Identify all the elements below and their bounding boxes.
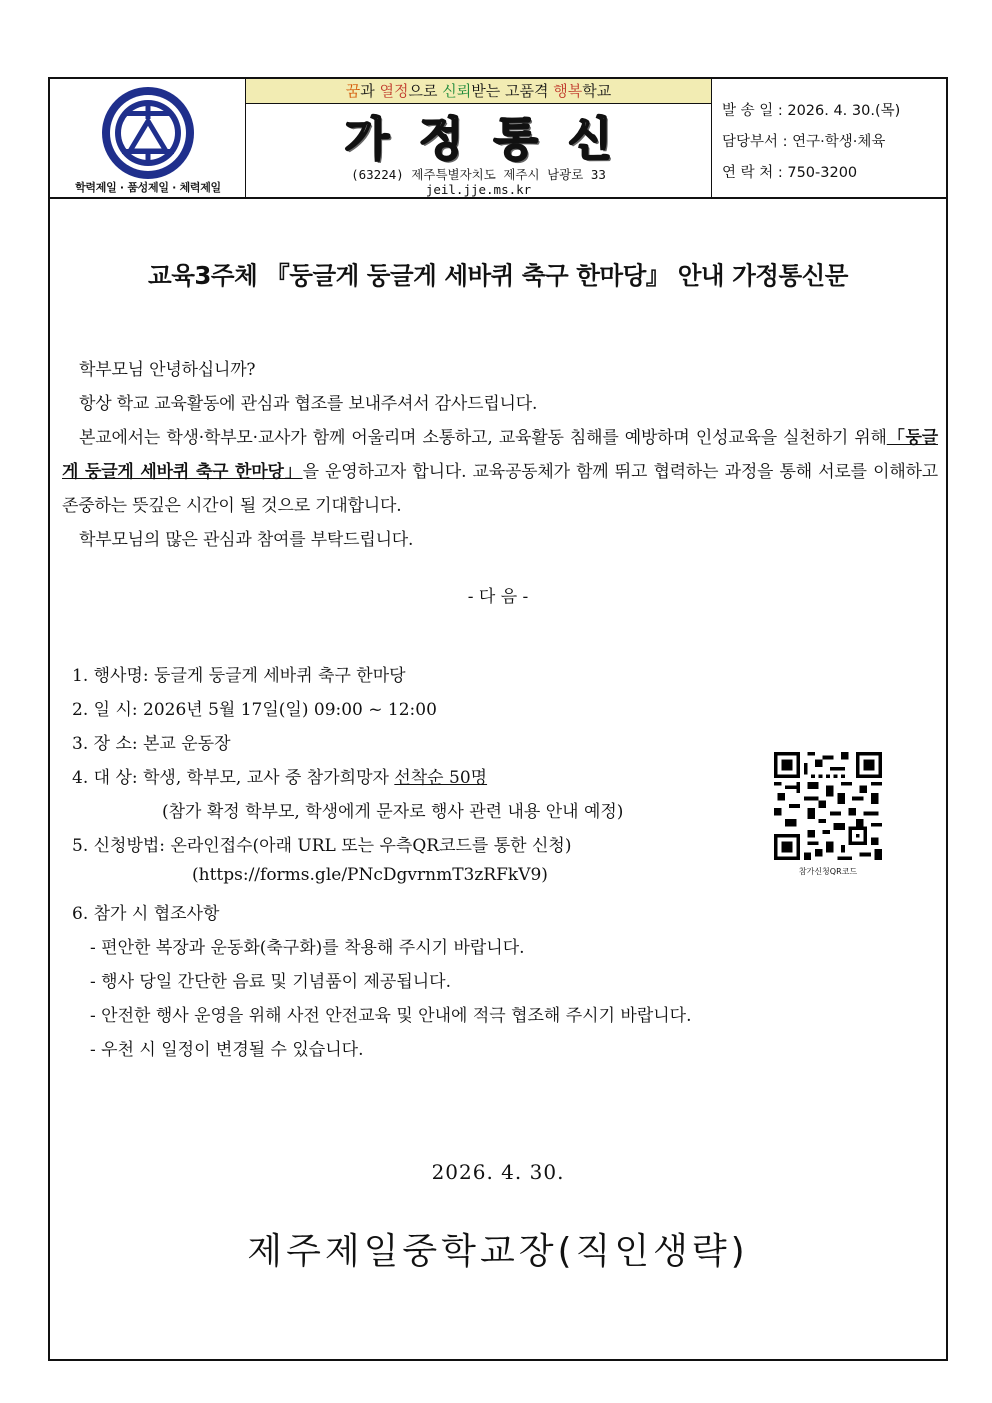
purpose-text: 본교에서는 학생·학부모·교사가 함께 어울리며 소통하고, 교육활동 침해를 예방하며 인성교육을 실천하기 위해 [79,428,887,448]
contact-number: 연 락 처 : 750-3200 [722,165,858,181]
newsletter-frame [48,77,948,1361]
qr-caption: 참가신청QR코드 [798,867,858,876]
item-event-name: 1. 행사명: 둥글게 둥글게 세바퀴 축구 한마당 [72,666,406,686]
school-logo-cell [50,79,246,197]
purpose-text-cont: 을 운영하고자 합니다. 교육공동체가 함께 뛰고 협력하는 과정을 통해 서로를 이해하고 존중하는 뜻깊은 시간이 될 것으로 기대합니다. [62,462,938,516]
slogan-part: 받는 고품격 [471,82,554,100]
slogan-part: 으로 [408,82,443,100]
item-datetime: 2. 일 시: 2026년 5월 17일(일) 09:00 ~ 12:00 [72,700,437,720]
event-name-highlight: 「둥글게 둥글게 세바퀴 축구 한마당」 [62,428,938,482]
issue-info [712,79,946,197]
item-cooperation: 6. 참가 시 협조사항 [72,904,220,924]
cooperation-bullet: - 행사 당일 간단한 음료 및 기념품이 제공됩니다. [90,972,451,992]
cooperation-bullet: - 편안한 복장과 운동화(축구화)를 착용해 주시기 바랍니다. [90,938,525,958]
school-motto: 학력제일 · 품성제일 · 체력제일 [75,181,221,194]
slogan-part: 과 [360,82,380,100]
newsletter-masthead [246,79,712,197]
item-target-limit: 선착순 50명 [394,768,488,788]
newsletter-header [50,79,946,199]
slogan-part: 학교 [582,82,612,100]
slogan-part: 열정 [379,82,409,100]
cooperation-bullet: - 우천 시 일정이 변경될 수 있습니다. [90,1040,364,1060]
cooperation-bullet: - 안전한 행사 운영을 위해 사전 안전교육 및 안내에 적극 협조해 주시기 바랍니다. [90,1006,692,1026]
request-line: 학부모님의 많은 관심과 참여를 부탁드립니다. [79,530,414,550]
apply-url-link[interactable]: (https://forms.gle/PNcDgvrnmT3zRFkV9) [192,865,548,885]
signature-date: 2026. 4. 30. [431,1160,565,1184]
thanks-line: 항상 학교 교육활동에 관심과 협조를 보내주셔서 감사드립니다. [79,394,538,414]
newsletter-title: 가정통신 [344,112,643,166]
school-emblem-icon [100,85,196,181]
slogan-part: 신뢰 [442,82,472,100]
purpose-paragraph [62,421,938,523]
greeting: 학부모님 안녕하십니까? [79,360,256,380]
item-target-text: 4. 대 상: 학생, 학부모, 교사 중 참가희망자 [72,768,395,788]
item-target [72,763,487,788]
item-apply-method: 5. 신청방법: 온라인접수(아래 URL 또는 우측QR코드를 통한 신청) [72,836,572,856]
send-date: 발 송 일 : 2026. 4. 30.(목) [722,103,901,119]
slogan-part: 행복 [553,82,583,100]
letter-body [62,353,938,557]
principal-signature: 제주제일중학교장(직인생략) [247,1231,749,1272]
department: 담당부서 : 연구·학생·체육 [722,134,886,150]
school-website[interactable]: jeil.jje.ms.kr [425,182,532,197]
item-target-note: (참가 확정 학부모, 학생에게 문자로 행사 관련 내용 안내 예정) [162,802,624,822]
school-slogan [246,79,711,104]
item-location: 3. 장 소: 본교 운동장 [72,734,231,754]
qr-code-icon[interactable] [774,752,882,860]
slogan-part: 꿈 [345,82,361,100]
document-title: 교육3주체 『둥글게 둥글게 세바퀴 축구 한마당』 안내 가정통신문 [148,261,848,290]
school-address: (63224) 제주특별자치도 제주시 남광로 33 [351,167,606,182]
section-separator: - 다 음 - [467,587,529,607]
